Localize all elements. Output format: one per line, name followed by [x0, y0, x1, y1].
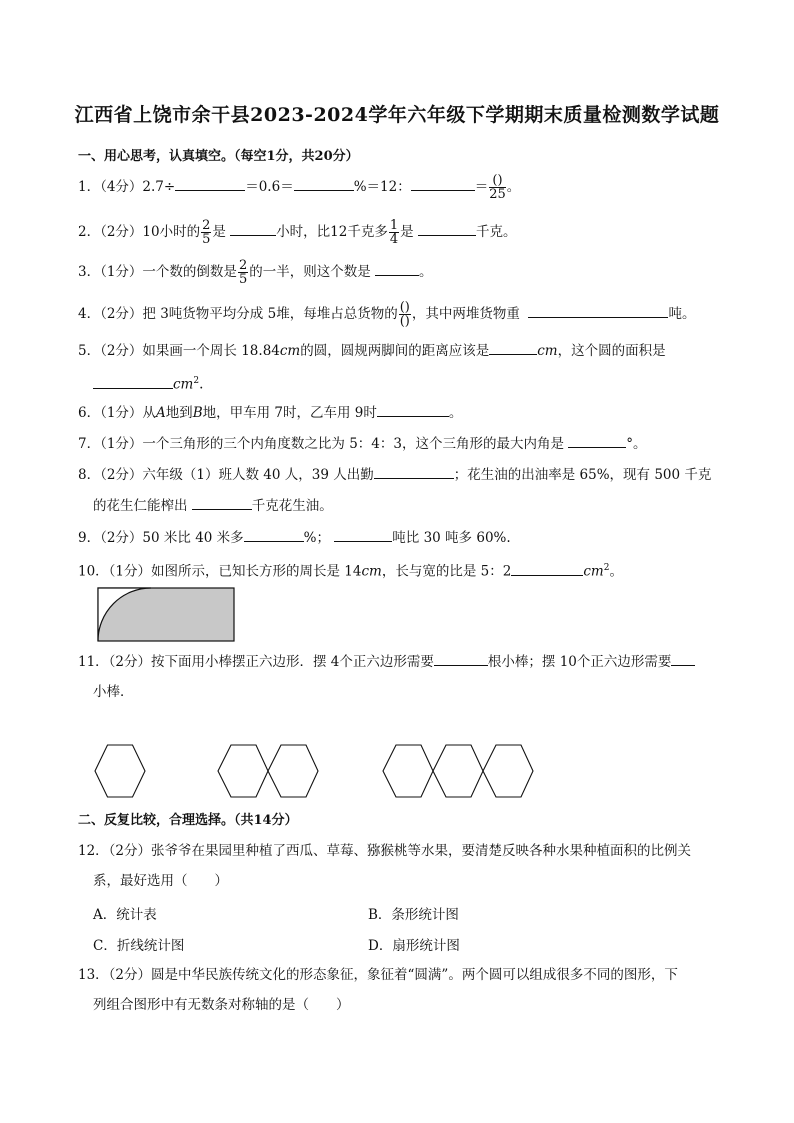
hexagon-pair-2: [268, 745, 318, 797]
q4-blank[interactable]: [528, 303, 668, 318]
hexagon-triple-3: [483, 745, 533, 797]
question-2: 2．（2分）10小时的 $\frac{2}{5}$ 是 小时，比12千克多 $\frac{1}{4}$ 是 千克。: [78, 218, 517, 247]
q2-fraction-1: $\frac{2}{5}$: [202, 218, 211, 247]
question-11-cont: 小棒．: [93, 684, 134, 700]
q9-blank-1[interactable]: [244, 527, 304, 542]
question-12-cont: 系，最好选用（ ）: [93, 873, 228, 889]
question-9: 9．（2分）50 米比 40 米多 %； 吨比 30 吨多 60%.: [78, 527, 511, 548]
q6-text: 6．（1分）从: [78, 405, 156, 421]
q9-blank-2[interactable]: [334, 527, 392, 542]
question-6: 6．（1分）从A地到B地，甲车用 7时，乙车用 9时 。: [78, 402, 462, 423]
q11-text: 11．（2分）按下面用小棒摆正六边形．摆 4个正六边形需要: [78, 654, 434, 670]
q3-blank[interactable]: [375, 261, 419, 276]
hexagon-single: [95, 745, 145, 797]
question-11: 11．（2分）按下面用小棒摆正六边形．摆 4个正六边形需要 根小棒；摆 10个正六边形需要: [78, 651, 695, 672]
hexagon-pair-1: [218, 745, 268, 797]
q2-fraction-2: $\frac{1}{4}$: [389, 218, 399, 247]
page-title: 江西省上饶市余干县2023-2024学年六年级下学期期末质量检测数学试题: [74, 104, 720, 126]
q5-blank-1[interactable]: [489, 340, 537, 355]
q11-blank-1[interactable]: [434, 651, 488, 666]
rectangle-quarter-circle-figure: [97, 587, 237, 643]
question-12: 12．（2分）张爷爷在果园里种植了西瓜、草莓、猕猴桃等水果，要清楚反映各种水果种植面积的比例关: [78, 843, 692, 859]
q5-blank-2[interactable]: [93, 374, 173, 389]
question-8-cont: 的花生仁能榨出 千克花生油。: [93, 495, 333, 516]
question-5: 5．（2分）如果画一个周长 18.84cm的圆，圆规两脚间的距离应该是 cm，这个圆的面积是: [78, 340, 666, 361]
q12-option-d[interactable]: D．扇形统计图: [368, 938, 460, 954]
section-1-heading: 一、用心思考，认真填空。（每空1分，共20分）: [78, 149, 359, 164]
q2-blank-2[interactable]: [418, 221, 476, 236]
question-13: 13．（2分）圆是中华民族传统文化的形态象征，象征着“圆满”。两个圆可以组成很多不同的图形，下: [78, 967, 678, 983]
q7-text: 7．（1分）一个三角形的三个内角度数之比为 5：4：3，这个三角形的最大内角是: [78, 436, 564, 452]
q1-text-c: ＝: [474, 179, 489, 195]
question-13-cont: 列组合图形中有无数条对称轴的是（ ）: [93, 997, 350, 1013]
q9-text: 9．（2分）50 米比 40 米多: [78, 530, 244, 546]
q1-blank-3[interactable]: [411, 176, 475, 191]
q11-blank-2[interactable]: [671, 651, 695, 666]
q1-blank-1[interactable]: [175, 176, 245, 191]
question-7: 7．（1分）一个三角形的三个内角度数之比为 5：4：3，这个三角形的最大内角是 °。: [78, 433, 647, 454]
section-2-heading: 二、反复比较，合理选择。（共14分）: [78, 813, 298, 828]
q8-blank-1[interactable]: [374, 464, 454, 479]
question-4: 4．（2分）把 3吨货物平均分成 5堆，每堆占总货物的 $\frac{()}{()}$ ，其中两堆货物重 吨。: [78, 300, 696, 329]
q1-blank-2[interactable]: [294, 176, 354, 191]
q1-text-b: %＝12：: [353, 179, 411, 195]
q7-blank[interactable]: [568, 433, 626, 448]
hexagon-triple-1: [383, 745, 433, 797]
q10-blank[interactable]: [511, 561, 583, 576]
question-1: 1．（4分）2.7÷ ＝0.6＝ %＝12： ＝ $\frac{()}{25}$ 。: [78, 173, 521, 202]
q12-option-a[interactable]: A．统计表: [93, 907, 157, 923]
q1-text: 1．（4分）2.7÷: [78, 179, 176, 195]
q2-blank-1[interactable]: [230, 221, 276, 236]
q1-fraction: $\frac{()}{25}$: [489, 173, 506, 202]
q3-text: 3．（1分）一个数的倒数是: [78, 264, 237, 280]
q5-text: 5．（2分）如果画一个周长 18.84: [78, 343, 280, 359]
q10-text: 10．（1分）如图所示，已知长方形的周长是 14: [78, 563, 362, 580]
q2-text: 2．（2分）10小时的: [78, 224, 201, 240]
q3-fraction: $\frac{2}{5}$: [238, 258, 248, 287]
question-10: 10．（1分）如图所示，已知长方形的周长是 14cm，长与宽的比是 5：2 $cm^2$。: [78, 558, 623, 582]
question-5-cont: $cm^2$.: [93, 371, 203, 395]
q4-fraction: $\frac{()}{()}$: [399, 300, 410, 329]
q8-blank-2[interactable]: [192, 495, 252, 510]
question-3: 3．（1分）一个数的倒数是 $\frac{2}{5}$ 的一半，则这个数是 。: [78, 258, 433, 287]
q12-option-b[interactable]: B．条形统计图: [368, 907, 459, 923]
q4-text: 4．（2分）把 3吨货物平均分成 5堆，每堆占总货物的: [78, 306, 398, 322]
q1-text-a: ＝0.6＝: [245, 179, 294, 195]
q8-text: 8．（2分）六年级（1）班人数 40 人，39 人出勤: [78, 467, 374, 483]
q12-option-c[interactable]: C．折线统计图: [93, 938, 185, 954]
question-8: 8．（2分）六年级（1）班人数 40 人，39 人出勤 ；花生油的出油率是 65%，现有 500 千克: [78, 464, 711, 485]
hexagon-triple-2: [433, 745, 483, 797]
q6-blank[interactable]: [377, 402, 449, 417]
hexagon-figures: [90, 740, 540, 802]
